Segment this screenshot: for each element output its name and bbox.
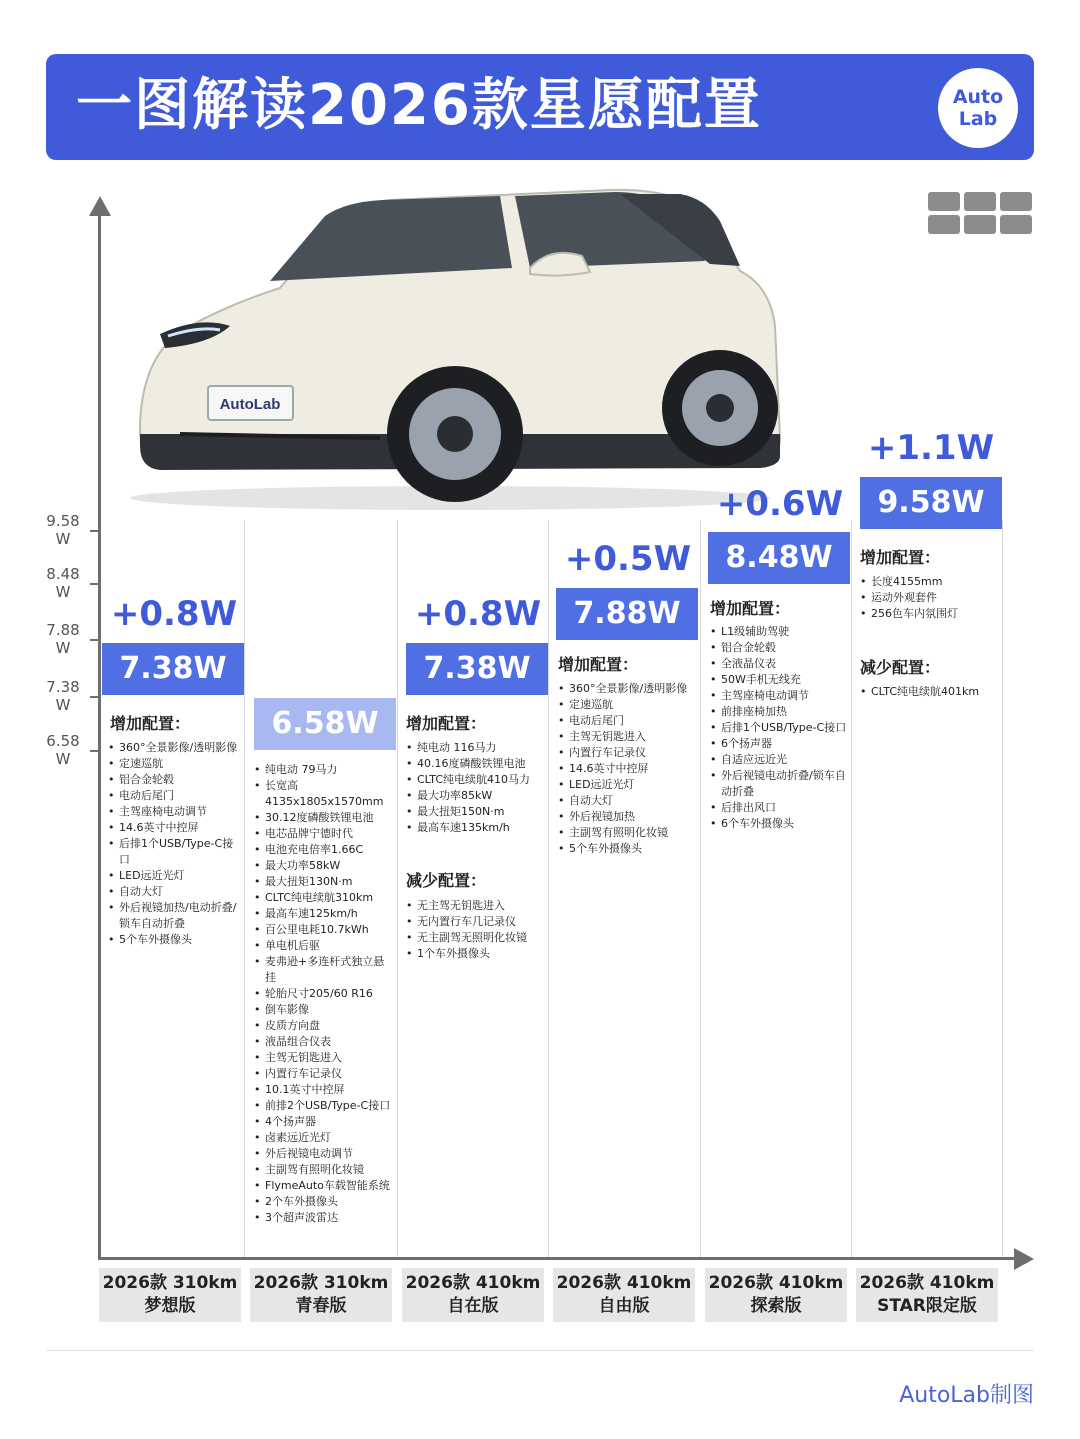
list-item: • 2个车外摄像头 [254,1194,394,1210]
category-label: 2026款 410km STAR限定版 [856,1268,998,1322]
section-title-add: 增加配置： [710,599,791,618]
price-box: 9.58W [860,477,1002,529]
list-item: • 14.6英寸中控屏 [108,820,240,836]
list-item: • LED远近光灯 [108,868,240,884]
price-box: 8.48W [708,532,850,584]
list-item: • 40.16度磷酸铁锂电池 [406,756,544,772]
add-config-list [558,681,696,857]
list-item: • 后排1个USB/Type-C接口 [710,720,848,736]
list-item: • 麦弗逊+多连杆式独立悬挂 [254,954,394,986]
remove-config-list [406,898,546,962]
list-item: • 铝合金轮毂 [710,640,848,656]
column-divider [700,520,701,1257]
list-item: • 14.6英寸中控屏 [558,761,696,777]
add-config-list [108,740,240,948]
list-item: • 主驾座椅电动调节 [710,688,848,704]
list-item: • 自动大灯 [108,884,240,900]
category-label: 2026款 310km 梦想版 [99,1268,241,1322]
list-item: • 360°全景影像/透明影像 [558,681,696,697]
list-item: • 纯电动 79马力 [254,762,394,778]
add-config-list [860,574,998,622]
list-item: • 卤素远近光灯 [254,1130,394,1146]
list-item: • 最大功率85kW [406,788,544,804]
base-config-list [254,762,394,1226]
list-item: • 主副驾有照明化妆镜 [254,1162,394,1178]
logo-text-line2: Lab [958,108,998,130]
list-item: • 定速巡航 [558,697,696,713]
y-tick-mark [90,639,100,641]
list-item: • 5个车外摄像头 [108,932,240,948]
list-item: • 单电机后驱 [254,938,394,954]
column-divider [397,520,398,1257]
section-title-add: 增加配置： [558,655,639,674]
header-banner [46,54,1034,160]
grid-thumbnail-icon [928,192,1032,236]
list-item: • 电动后尾门 [558,713,696,729]
x-axis [98,1257,1018,1260]
y-tick-label: 9.58 W [46,512,80,548]
list-item: • 自动大灯 [558,793,696,809]
list-item: • CLTC纯电续航410马力 [406,772,544,788]
price-delta: +0.8W [110,594,238,634]
list-item: • 前排座椅加热 [710,704,848,720]
list-item: • 后排出风口 [710,800,848,816]
list-item: • 长宽高4135x1805x1570mm [254,778,394,810]
y-tick-mark [90,530,100,532]
remove-config-list [860,684,998,700]
list-item: • 电芯品牌宁德时代 [254,826,394,842]
price-box: 7.38W [102,643,244,695]
list-item: • 360°全景影像/透明影像 [108,740,240,756]
credit-text: AutoLab制图 [899,1383,1034,1408]
price-delta: +0.5W [564,539,692,579]
price-box: 6.58W [254,698,396,750]
price-delta: +0.8W [414,594,542,634]
list-item: • 无内置行车几记录仪 [406,914,546,930]
category-label: 2026款 310km 青春版 [250,1268,392,1322]
y-axis [98,208,101,1258]
list-item: • 皮质方向盘 [254,1018,394,1034]
list-item: • 轮胎尺寸205/60 R16 [254,986,394,1002]
list-item: • 主驾无钥匙进入 [558,729,696,745]
column-divider [851,520,852,1257]
list-item: • 最大扭矩130N·m [254,874,394,890]
category-label: 2026款 410km 自由版 [553,1268,695,1322]
page-title: 一图解读2026款星愿配置 [76,73,762,138]
list-item: • 全液晶仪表 [710,656,848,672]
list-item: • L1级辅助驾驶 [710,624,848,640]
list-item: • 定速巡航 [108,756,240,772]
column-divider [1002,520,1003,1257]
list-item: • 无主副驾无照明化妆镜 [406,930,546,946]
list-item: • CLTC纯电续航401km [860,684,998,700]
list-item: • 无主驾无钥匙进入 [406,898,546,914]
list-item: • 最大功率58kW [254,858,394,874]
y-tick-mark [90,750,100,752]
footer-divider [46,1350,1034,1351]
list-item: • 3个超声波雷达 [254,1210,394,1226]
price-delta: +1.1W [867,428,995,468]
list-item: • 主副驾有照明化妆镜 [558,825,696,841]
list-item: • 纯电动 116马力 [406,740,544,756]
list-item: • 最高车速135km/h [406,820,544,836]
list-item: • FlymeAuto车载智能系统 [254,1178,394,1194]
list-item: • 10.1英寸中控屏 [254,1082,394,1098]
y-tick-label: 8.48 W [46,565,80,601]
price-delta: +0.6W [716,484,844,524]
y-tick-mark [90,583,100,585]
list-item: • 4个扬声器 [254,1114,394,1130]
list-item: • 后排1个USB/Type-C接口 [108,836,240,868]
list-item: • 百公里电耗10.7kWh [254,922,394,938]
list-item: • 运动外观套件 [860,590,998,606]
add-config-list [406,740,544,836]
list-item: • 256色车内氛围灯 [860,606,998,622]
car-image [120,176,800,516]
list-item: • 最高车速125km/h [254,906,394,922]
list-item: • 外后视镜电动折叠/锁车自动折叠 [710,768,848,800]
y-tick-label: 7.38 W [46,678,80,714]
price-box: 7.38W [406,643,548,695]
list-item: • 外后视镜加热/电动折叠/锁车自动折叠 [108,900,240,932]
list-item: • 6个扬声器 [710,736,848,752]
list-item: • 内置行车记录仪 [558,745,696,761]
y-tick-label: 6.58 W [46,732,80,768]
list-item: • 50W手机无线充 [710,672,848,688]
list-item: • 长度4155mm [860,574,998,590]
car-plate-text: AutoLab [219,396,281,413]
list-item: • 1个车外摄像头 [406,946,546,962]
list-item: • 电池充电倍率1.66C [254,842,394,858]
list-item: • 液晶组合仪表 [254,1034,394,1050]
list-item: • 电动后尾门 [108,788,240,804]
list-item: • 外后视镜加热 [558,809,696,825]
list-item: • 5个车外摄像头 [558,841,696,857]
list-item: • 内置行车记录仪 [254,1066,394,1082]
section-title-add: 增加配置： [406,714,487,733]
y-axis-arrow-icon [89,196,111,216]
section-title-add: 增加配置： [860,548,941,567]
list-item: • 主驾无钥匙进入 [254,1050,394,1066]
list-item: • 主驾座椅电动调节 [108,804,240,820]
y-tick-label: 7.88 W [46,621,80,657]
y-tick-mark [90,696,100,698]
list-item: • 30.12度磷酸铁锂电池 [254,810,394,826]
list-item: • 铝合金轮毂 [108,772,240,788]
list-item: • LED远近光灯 [558,777,696,793]
category-label: 2026款 410km 自在版 [402,1268,544,1322]
category-label: 2026款 410km 探索版 [705,1268,847,1322]
list-item: • 前排2个USB/Type-C接口 [254,1098,394,1114]
section-title-remove: 减少配置： [406,871,487,890]
list-item: • CLTC纯电续航310km [254,890,394,906]
add-config-list [710,624,848,832]
list-item: • 6个车外摄像头 [710,816,848,832]
logo-text-line1: Auto [952,86,1004,108]
list-item: • 最大扭矩150N·m [406,804,544,820]
section-title-remove: 减少配置： [860,658,941,677]
autolab-logo [938,68,1018,148]
x-axis-arrow-icon [1014,1248,1034,1270]
section-title-add: 增加配置： [110,714,191,733]
list-item: • 外后视镜电动调节 [254,1146,394,1162]
list-item: • 自适应远近光 [710,752,848,768]
list-item: • 倒车影像 [254,1002,394,1018]
price-box: 7.88W [556,588,698,640]
